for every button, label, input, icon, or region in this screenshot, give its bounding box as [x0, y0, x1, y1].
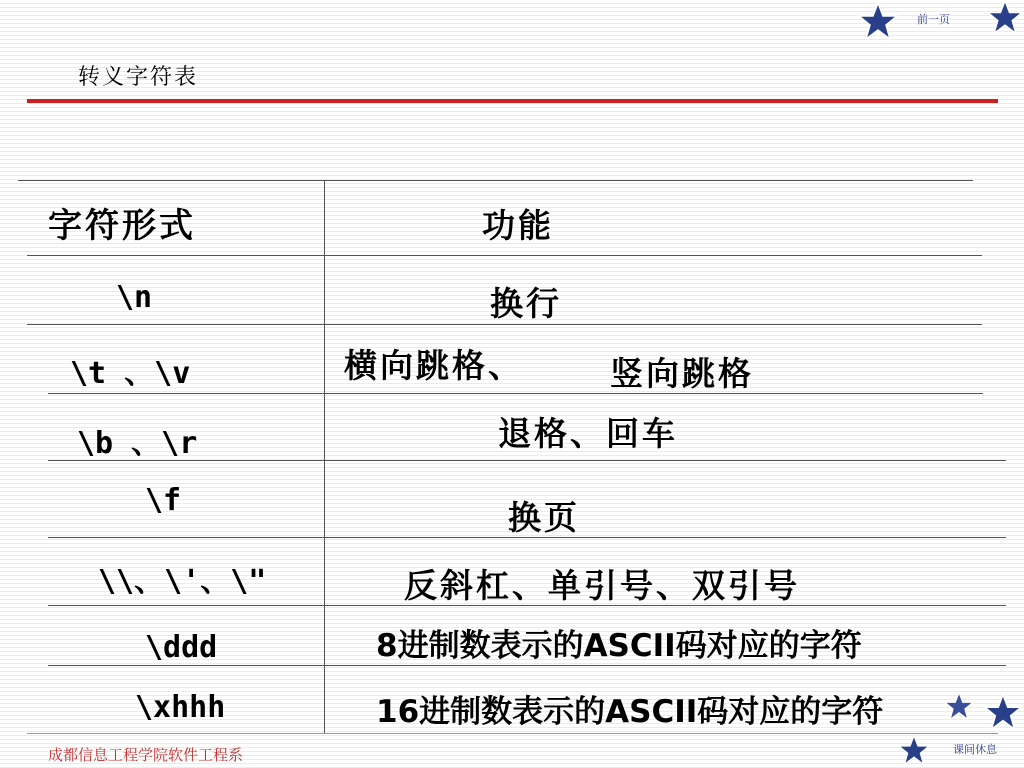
star-prev-icon[interactable]: [858, 2, 898, 40]
row-function: 横向跳格、: [344, 346, 524, 385]
row-divider: [48, 665, 1006, 666]
row-form: \xhhh: [135, 690, 226, 725]
slide-title: 转义字符表: [78, 65, 199, 90]
row-function: 16进制数表示的ASCII码对应的字符: [376, 694, 884, 730]
footer-divider: [27, 733, 998, 734]
row-form: \b 、\r: [77, 426, 198, 461]
title-divider: [27, 99, 998, 103]
row-function: 竖向跳格: [610, 354, 754, 393]
header-function: 功能: [482, 206, 554, 245]
row-divider: [48, 393, 983, 394]
table-top-border: [18, 180, 973, 181]
row-form: \n: [116, 280, 153, 315]
break-link[interactable]: 课间休息: [953, 743, 997, 756]
star-break-icon[interactable]: [898, 735, 930, 765]
row-form: \ddd: [145, 630, 218, 665]
row-function: 退格、回车: [498, 414, 678, 453]
star-decor-icon: [984, 694, 1022, 730]
row-function: 8进制数表示的ASCII码对应的字符: [376, 628, 862, 664]
prev-page-link[interactable]: 前一页: [917, 13, 950, 26]
row-form: \f: [145, 483, 182, 518]
row-divider: [27, 255, 982, 256]
footer-institution: 成都信息工程学院软件工程系: [48, 746, 244, 764]
row-form: \t 、\v: [70, 356, 191, 391]
row-form: \\、\'、\": [98, 564, 267, 599]
row-function: 换行: [490, 284, 562, 323]
header-form: 字符形式: [48, 206, 196, 246]
row-function: 换页: [508, 498, 580, 537]
table-column-divider: [324, 180, 325, 733]
star-next-icon[interactable]: [987, 0, 1023, 34]
star-decor-icon: [944, 692, 974, 720]
row-function: 反斜杠、单引号、双引号: [404, 566, 800, 605]
